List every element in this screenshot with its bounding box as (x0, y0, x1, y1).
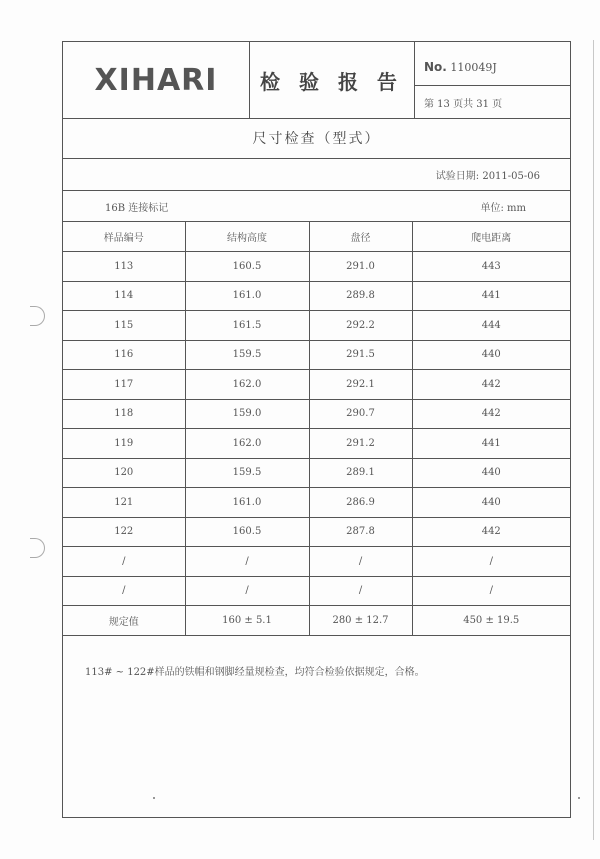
table-cell: 442 (412, 517, 570, 547)
table-row (63, 547, 570, 577)
table-cell: 159.5 (185, 458, 309, 488)
table-cell: 162.0 (185, 370, 309, 400)
dimension-table (63, 222, 570, 636)
table-cell: 287.8 (309, 517, 412, 547)
table-cell: / (63, 547, 185, 577)
table-row (63, 517, 570, 547)
table-cell: 442 (412, 399, 570, 429)
table-cell: 119 (63, 429, 185, 459)
connection-marking: 16B 连接标记 (105, 202, 169, 214)
table-cell: 116 (63, 340, 185, 370)
table-row (63, 399, 570, 429)
table-row (63, 311, 570, 341)
table-cell: 290.7 (309, 399, 412, 429)
table-cell: 161.0 (185, 281, 309, 311)
table-cell: / (412, 576, 570, 606)
report-number (414, 42, 570, 86)
table-cell: 291.5 (309, 340, 412, 370)
table-cell: 159.0 (185, 399, 309, 429)
speck (153, 797, 155, 799)
punch-hole (30, 538, 45, 558)
table-cell: 450 ± 19.5 (412, 606, 570, 636)
table-cell: / (185, 547, 309, 577)
table-cell: / (309, 547, 412, 577)
table-cell: 159.5 (185, 340, 309, 370)
table-header-row (63, 222, 570, 252)
spec-row (63, 606, 570, 636)
table-cell: 160 ± 5.1 (185, 606, 309, 636)
table-cell: 结构高度 (185, 222, 309, 252)
table-row (63, 340, 570, 370)
table-cell: 爬电距离 (412, 222, 570, 252)
table-cell: 443 (412, 252, 570, 282)
table-cell: 114 (63, 281, 185, 311)
table-row (63, 370, 570, 400)
page-info: 第 13 页共 31 页 (424, 98, 503, 110)
table-row (63, 458, 570, 488)
table-cell: 160.5 (185, 517, 309, 547)
table-row (63, 252, 570, 282)
unit-label: 单位: mm (480, 202, 526, 214)
report-number-label: No. (424, 60, 447, 74)
table-cell: 117 (63, 370, 185, 400)
table-row (63, 281, 570, 311)
table-cell: 444 (412, 311, 570, 341)
table-cell: 441 (412, 429, 570, 459)
table-cell: 160.5 (185, 252, 309, 282)
speck (578, 797, 580, 799)
page-edge (593, 40, 594, 840)
table-row (63, 488, 570, 518)
table-cell: 292.1 (309, 370, 412, 400)
table-cell: / (185, 576, 309, 606)
table-cell: 规定值 (63, 606, 185, 636)
table-cell: 440 (412, 340, 570, 370)
table-cell: 442 (412, 370, 570, 400)
report-title: 检 验 报 告 (249, 42, 415, 118)
table-cell: 115 (63, 311, 185, 341)
table-cell: 440 (412, 458, 570, 488)
table-cell: 286.9 (309, 488, 412, 518)
table-cell: / (63, 576, 185, 606)
table-cell: 121 (63, 488, 185, 518)
table-row (63, 429, 570, 459)
table-cell: 161.0 (185, 488, 309, 518)
report-header (63, 42, 570, 119)
table-cell: 122 (63, 517, 185, 547)
table-row (63, 576, 570, 606)
table-cell: / (412, 547, 570, 577)
table-cell: 292.2 (309, 311, 412, 341)
table-cell: 120 (63, 458, 185, 488)
company-logo: XIHARI (63, 42, 250, 118)
report-frame (62, 41, 571, 818)
table-cell: 289.1 (309, 458, 412, 488)
conclusion-text: 113# ~ 122#样品的铁帽和钢脚经量规检查，均符合检验依据规定，合格。 (85, 667, 425, 678)
conclusion-note (85, 663, 425, 678)
section-title: 尺寸检查（型式） (63, 118, 570, 159)
test-date: 试验日期: 2011-05-06 (63, 159, 570, 191)
report-number-value: 110049J (450, 61, 497, 74)
table-cell: 161.5 (185, 311, 309, 341)
punch-hole (30, 306, 45, 326)
table-cell: 441 (412, 281, 570, 311)
table-cell: 440 (412, 488, 570, 518)
table-cell: 样品编号 (63, 222, 185, 252)
table-cell: 113 (63, 252, 185, 282)
table-cell: 289.8 (309, 281, 412, 311)
table-cell: 280 ± 12.7 (309, 606, 412, 636)
marking-row (63, 191, 570, 222)
table-cell: 291.0 (309, 252, 412, 282)
table-cell: 291.2 (309, 429, 412, 459)
table-cell: 盘径 (309, 222, 412, 252)
table-cell: / (309, 576, 412, 606)
table-cell: 118 (63, 399, 185, 429)
table-cell: 162.0 (185, 429, 309, 459)
